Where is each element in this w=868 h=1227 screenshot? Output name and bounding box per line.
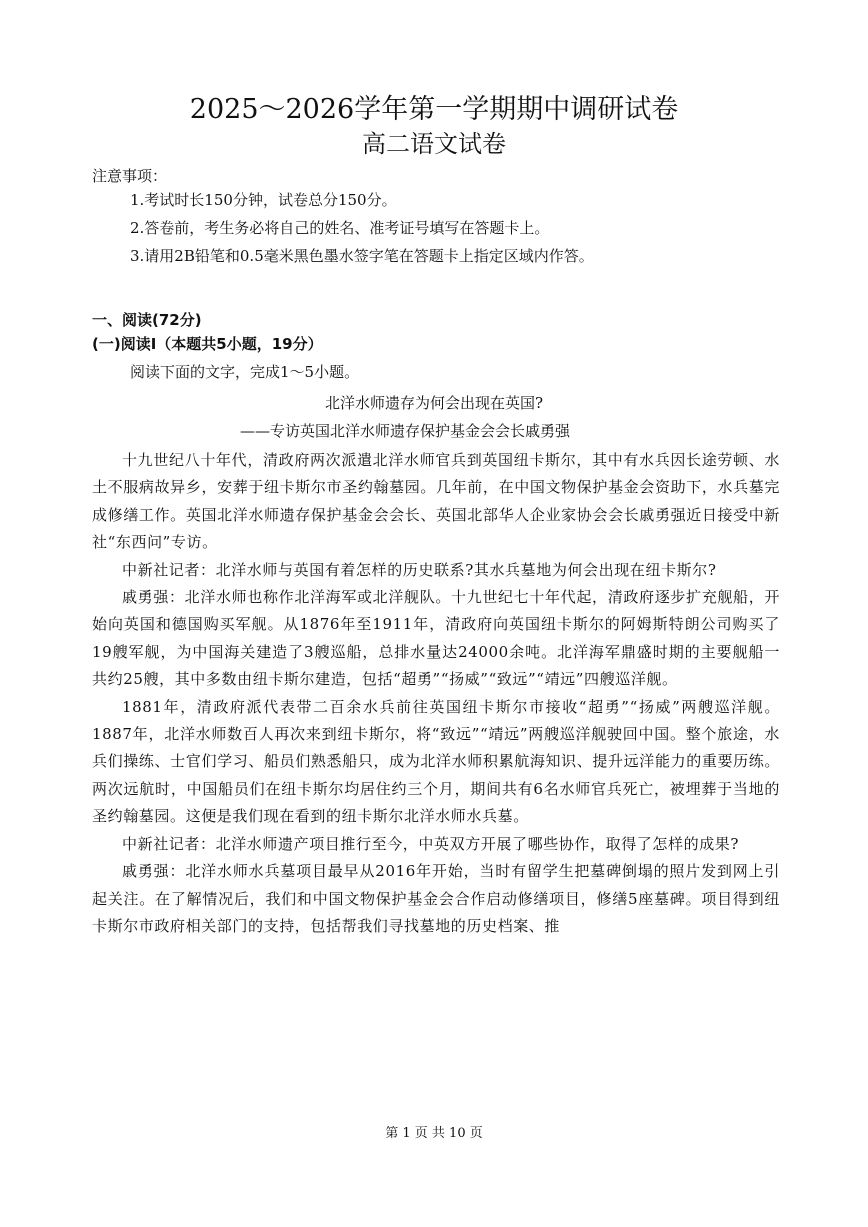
article-title: 北洋水师遗存为何会出现在英国? — [324, 394, 544, 412]
exam-title: 2025～2026学年第一学期期中调研试卷 — [189, 94, 679, 125]
exam-subtitle: 高二语文试卷 — [362, 130, 506, 158]
article-subtitle: ——专访英国北洋水师遗存保护基金会会长戚勇强 — [240, 422, 571, 440]
article-paragraph: 中新社记者：北洋水师与英国有着怎样的历史联系?其水兵墓地为何会出现在纽卡斯尔? — [122, 560, 717, 579]
page-number: 第 1 页 共 10 页 — [385, 1126, 483, 1141]
notice-item: 1.考试时长150分钟，试卷总分150分。 — [130, 191, 397, 209]
article-body — [92, 447, 780, 940]
article-paragraph: 十九世纪八十年代，清政府两次派遣北洋水师官兵到英国纽卡斯尔，其中有水兵因长途劳顿、水土不服病故异乡，安葬于纽卡斯尔市圣约翰墓园。几年前，在中国文物保护基金会资助下，水兵墓完成修缮工作。英国北洋水师遗存保护基金会会长、英国北部华人企业家协会会长戚勇强近日接受中新社“东西问”专访。 — [92, 451, 780, 552]
article-paragraph: 1881年，清政府派代表带二百余水兵前往英国纽卡斯尔市接收“超勇”“扬威”两艘巡洋舰。1887年，北洋水师数百人再次来到纽卡斯尔，将“致远”“靖远”两艘巡洋舰驶回中国。整个旅途，水兵们操练、士官们学习、船员们熟悉船只，成为北洋水师积累航海知识、提升远洋能力的重要历练。两次远航时，中国船员们在纽卡斯尔均居住约三个月，期间共有6名水师官兵死亡，被埋葬于当地的圣约翰墓园。这便是我们现在看到的纽卡斯尔北洋水师水兵墓。 — [92, 697, 780, 826]
article-paragraph: 戚勇强：北洋水师也称作北洋海军或北洋舰队。十九世纪七十年代起，清政府逐步扩充舰船，开始向英国和德国购买军舰。从1876年至1911年，清政府向英国纽卡斯尔的阿姆斯特朗公司购买了19艘军舰，为中国海关建造了3艘巡船，总排水量达24000余吨。北洋海军鼎盛时期的主要舰船一共约25艘，其中多数由纽卡斯尔建造，包括“超勇”“扬威”“致远”“靖远”四艘巡洋舰。 — [92, 588, 780, 689]
notice-item: 3.请用2B铅笔和0.5毫米黑色墨水签字笔在答题卡上指定区域内作答。 — [130, 247, 594, 265]
article-paragraph: 中新社记者：北洋水师遗产项目推行至今，中英双方开展了哪些协作，取得了怎样的成果? — [122, 834, 740, 853]
section-heading: 一、阅读(72分) — [92, 311, 202, 329]
notice-heading: 注意事项： — [92, 167, 168, 185]
subsection-heading: (一)阅读Ⅰ（本题共5小题，19分） — [92, 335, 323, 353]
article-paragraph: 戚勇强：北洋水师水兵墓项目最早从2016年开始，当时有留学生把墓碑倒塌的照片发到网上引起关注。在了解情况后，我们和中国文物保护基金会合作启动修缮项目，修缮5座墓碑。项目得到纽卡斯尔市政府相关部门的支持，包括帮我们寻找墓地的历史档案、推 — [92, 862, 780, 935]
notice-item: 2.答卷前，考生务必将自己的姓名、准考证号填写在答题卡上。 — [130, 219, 550, 237]
instruction-text: 阅读下面的文字，完成1～5小题。 — [130, 363, 360, 381]
